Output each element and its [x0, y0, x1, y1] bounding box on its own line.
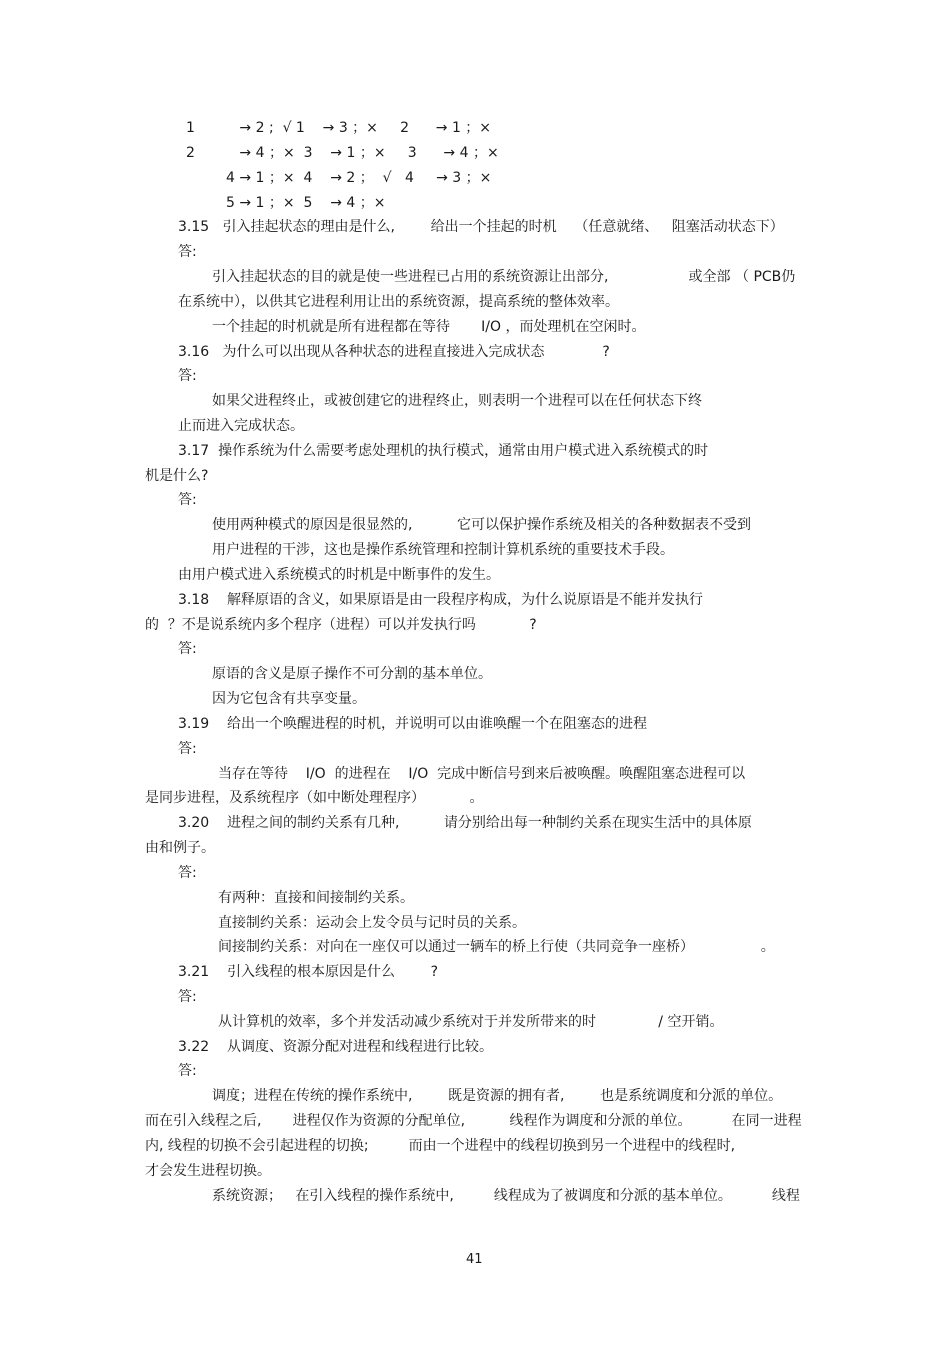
question-heading: 3.15 引入挂起状态的理由是什么, 给出一个挂起的时机 （任意就绪、 阻塞活动状态下）: [178, 219, 784, 235]
text-line: 因为它包含有共享变量。: [212, 691, 366, 707]
text-line: 调度；进程在传统的操作系统中, 既是资源的拥有者, 也是系统调度和分派的单位。: [212, 1088, 783, 1104]
text-line: 当存在等待 I/O 的进程在 I/O 完成中断信号到来后被唤醒。唤醒阻塞态进程可以: [218, 766, 746, 782]
text-line: 内, 线程的切换不会引起进程的切换; 而由一个进程中的线程切换到另一个进程中的线程时,: [145, 1138, 736, 1154]
answer-label: 答:: [178, 865, 197, 881]
text-line: 间接制约关系：对向在一座仅可以通过一辆车的桥上行使（共同竞争一座桥） 。: [218, 939, 775, 955]
text-line: 2 → 4 ；× 3 → 1 ；× 3 → 4 ；×: [186, 145, 499, 161]
text-line: 由用户模式进入系统模式的时机是中断事件的发生。: [178, 567, 500, 583]
text-line: 4 → 1 ；× 4 → 2 ； √ 4 → 3 ；×: [226, 170, 492, 186]
answer-label: 答:: [178, 244, 197, 260]
text-line: 机是什么?: [145, 468, 209, 484]
question-heading: 3.19 给出一个唤醒进程的时机，并说明可以由谁唤醒一个在阻塞态的进程: [178, 716, 647, 732]
text-line: 用户进程的干涉，这也是操作系统管理和控制计算机系统的重要技术手段。: [212, 542, 674, 558]
text-line: 使用两种模式的原因是很显然的, 它可以保护操作系统及相关的各种数据表不受到: [212, 517, 751, 533]
question-heading: 3.21 引入线程的根本原因是什么 ?: [178, 964, 439, 980]
text-line: 才会发生进程切换。: [145, 1163, 271, 1179]
text-line: 是同步进程，及系统程序（如中断处理程序） 。: [145, 790, 484, 806]
text-line: 引入挂起状态的目的就是使一些进程已占用的系统资源让出部分, 或全部 （ PCB仍: [212, 269, 796, 285]
text-line: 止而进入完成状态。: [178, 418, 304, 434]
text-line: 如果父进程终止，或被创建它的进程终止，则表明一个进程可以在任何状态下终: [212, 393, 702, 409]
text-line: 有两种：直接和间接制约关系。: [218, 890, 414, 906]
answer-label: 答:: [178, 741, 197, 757]
text-line: 系统资源； 在引入线程的操作系统中, 线程成为了被调度和分派的基本单位。 线程: [212, 1188, 800, 1204]
question-heading: 3.17 操作系统为什么需要考虑处理机的执行模式，通常由用户模式进入系统模式的时: [178, 443, 709, 459]
answer-label: 答:: [178, 1063, 197, 1079]
question-heading: 3.18 解释原语的含义，如果原语是由一段程序构成，为什么说原语是不能并发执行: [178, 592, 703, 608]
question-heading: 3.16 为什么可以出现从各种状态的进程直接进入完成状态 ?: [178, 344, 610, 360]
text-line: 由和例子。: [145, 840, 215, 856]
answer-label: 答:: [178, 641, 197, 657]
answer-label: 答:: [178, 989, 197, 1005]
text-line: 一个挂起的时机就是所有进程都在等待 I/O ，而处理机在空闲时。: [212, 319, 646, 335]
text-line: 1 → 2 ; √ 1 → 3 ；× 2 → 1 ；×: [186, 120, 492, 136]
text-line: 从计算机的效率，多个并发活动减少系统对于并发所带来的时 / 空开销。: [218, 1014, 724, 1030]
text-line: 5 → 1 ；× 5 → 4 ；×: [226, 195, 386, 211]
text-line: 直接制约关系：运动会上发令员与记时员的关系。: [218, 915, 526, 931]
page-number: 41: [466, 1252, 483, 1267]
answer-label: 答:: [178, 492, 197, 508]
text-line: 而在引入线程之后, 进程仅作为资源的分配单位, 线程作为调度和分派的单位。 在同一进程: [145, 1113, 802, 1129]
question-heading: 3.22 从调度、资源分配对进程和线程进行比较。: [178, 1039, 493, 1055]
answer-label: 答:: [178, 368, 197, 384]
text-line: 原语的含义是原子操作不可分割的基本单位。: [212, 666, 492, 682]
text-line: 在系统中），以供其它进程利用让出的系统资源，提高系统的整体效率。: [178, 294, 619, 310]
question-heading: 3.20 进程之间的制约关系有几种, 请分别给出每一种制约关系在现实生活中的具体原: [178, 815, 752, 831]
text-line: 的 ？不是说系统内多个程序（进程）可以并发执行吗 ?: [145, 617, 537, 633]
